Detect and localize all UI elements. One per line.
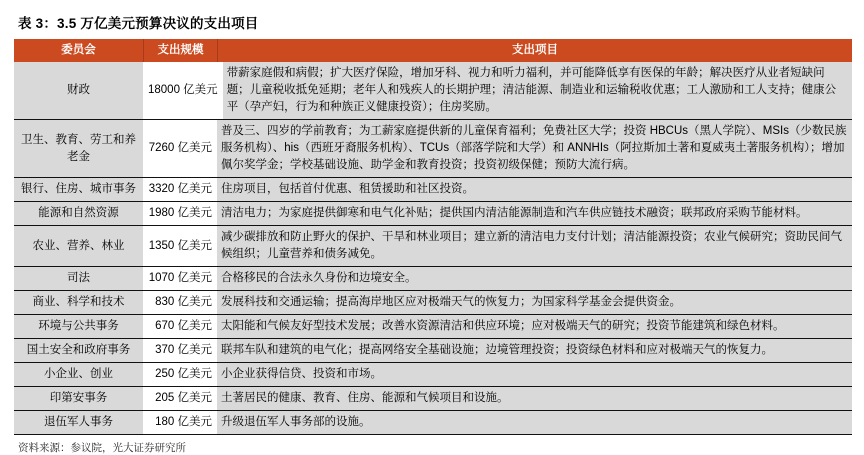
column-header-items: 支出项目 (217, 39, 852, 62)
budget-table (14, 39, 852, 435)
table-row (14, 62, 852, 119)
committee-cell: 司法 (14, 267, 143, 290)
items-cell: 合格移民的合法永久身份和边境安全。 (217, 267, 852, 290)
items-cell: 土著居民的健康、教育、住房、能源和气候项目和设施。 (217, 387, 852, 410)
table-body (14, 62, 852, 434)
items-cell: 减少碳排放和防止野火的保护、干旱和林业项目；建立新的清洁电力支付计划；清洁能源投资；农业气候研究；资助民间气候组织；儿童营养和债务减免。 (217, 226, 852, 266)
items-cell: 发展科技和交通运输；提高海岸地区应对极端天气的恢复力；为国家科学基金会提供资金。 (217, 291, 852, 314)
committee-cell: 农业、营养、林业 (14, 226, 143, 266)
committee-cell: 退伍军人事务 (14, 411, 143, 434)
committee-cell: 印第安事务 (14, 387, 143, 410)
items-cell: 升级退伍军人事务部的设施。 (217, 411, 852, 434)
table-row (14, 177, 852, 201)
committee-cell: 能源和自然资源 (14, 202, 143, 225)
table-row (14, 410, 852, 434)
committee-cell: 小企业、创业 (14, 363, 143, 386)
amount-cell: 370 亿美元 (145, 339, 215, 362)
committee-cell: 商业、科学和技术 (14, 291, 143, 314)
items-cell: 清洁电力；为家庭提供御寒和电气化补贴；提供国内清洁能源制造和汽车供应链技术融资；联邦政府采购节能材料。 (217, 202, 852, 225)
table-row (14, 225, 852, 266)
amount-cell: 830 亿美元 (145, 291, 215, 314)
table-header-row (14, 39, 852, 62)
source-note: 资料来源：参议院，光大证券研究所 (18, 442, 186, 454)
amount-cell: 205 亿美元 (145, 387, 215, 410)
table-row (14, 314, 852, 338)
committee-cell: 银行、住房、城市事务 (14, 178, 143, 201)
column-header-committee: 委员会 (61, 44, 96, 56)
table-row (14, 362, 852, 386)
table-row (14, 386, 852, 410)
amount-cell: 1980 亿美元 (145, 202, 215, 225)
amount-cell: 1070 亿美元 (145, 267, 215, 290)
table-row (14, 338, 852, 362)
amount-cell: 180 亿美元 (145, 411, 215, 434)
table-row (14, 266, 852, 290)
committee-cell: 国土安全和政府事务 (14, 339, 143, 362)
items-cell: 普及三、四岁的学前教育；为工薪家庭提供新的儿童保育福利；免费社区大学；投资 HBCUs（黑人学院）、MSIs（少数民族服务机构）、his（西班牙裔服务机构）、TCUs（部落学院和大学）和 ANNHIs（阿拉斯加土著和夏威夷土著服务机构）；增加佩尔奖学金；学校基础设施、助学金和教育投资；投资初级保健；预防大流行病。 (217, 120, 852, 177)
table-row (14, 119, 852, 177)
table-title: 表 3：3.5 万亿美元预算决议的支出项目 (18, 16, 259, 31)
amount-cell: 18000 亿美元 (145, 62, 221, 119)
amount-cell: 1350 亿美元 (145, 226, 215, 266)
table-row (14, 290, 852, 314)
column-header-amount: 支出规模 (143, 39, 217, 62)
amount-cell: 670 亿美元 (145, 315, 215, 338)
amount-cell: 3320 亿美元 (145, 178, 215, 201)
items-cell: 住房项目，包括首付优惠、租赁援助和社区投资。 (217, 178, 852, 201)
amount-cell: 250 亿美元 (145, 363, 215, 386)
amount-cell: 7260 亿美元 (145, 120, 215, 177)
committee-cell: 财政 (14, 62, 143, 119)
items-cell: 联邦车队和建筑的电气化；提高网络安全基础设施；边境管理投资；投资绿色材料和应对极端天气的恢复力。 (217, 339, 852, 362)
committee-cell: 环境与公共事务 (14, 315, 143, 338)
committee-cell: 卫生、教育、劳工和养老金 (14, 120, 143, 177)
table-row (14, 201, 852, 225)
items-cell: 小企业获得信贷、投资和市场。 (217, 363, 852, 386)
items-cell: 太阳能和气候友好型技术发展；改善水资源清洁和供应环境；应对极端天气的研究；投资节能建筑和绿色材料。 (217, 315, 852, 338)
items-cell: 带薪家庭假和病假；扩大医疗保险，增加牙科、视力和听力福利，并可能降低享有医保的年龄；解决医疗从业者短缺问题；儿童税收抵免延期；老年人和残疾人的长期护理；清洁能源、制造业和运输税收优惠；工人激励和工人支持；健康公平（孕产妇，行为和种族正义健康投资）；住房奖励。 (223, 62, 852, 119)
